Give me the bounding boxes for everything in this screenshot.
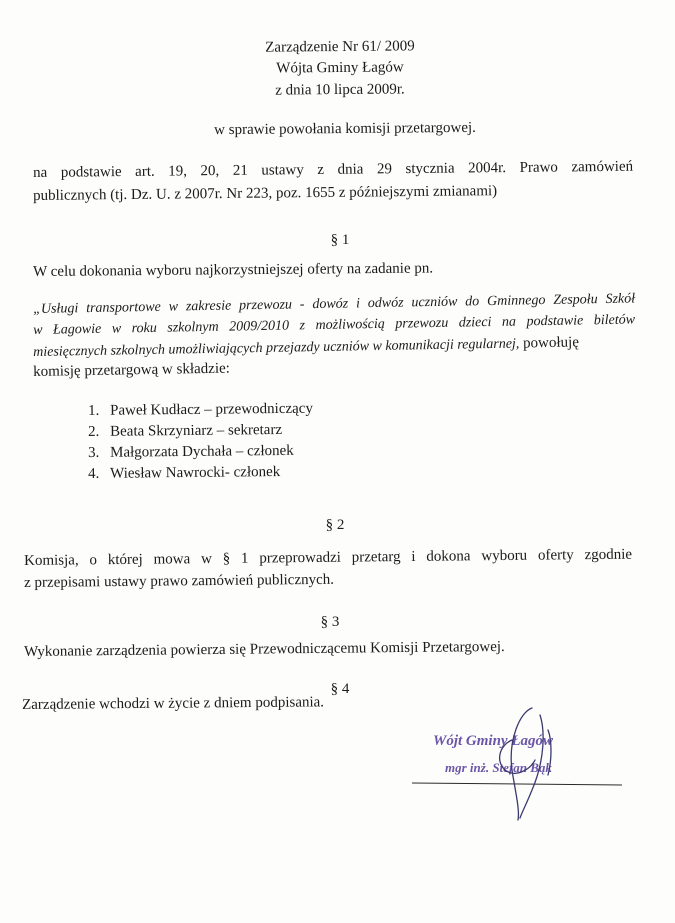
member-list-item: [88, 463, 280, 483]
member-name: Beata Skrzyniarz – sekretarz: [110, 421, 283, 440]
subject-line: w sprawie powołania komisji przetargowej.: [214, 119, 476, 139]
member-name: Wiesław Nawrocki- członek: [110, 463, 281, 482]
header-line-2: Wójta Gminy Łagów: [276, 59, 404, 77]
basis-line-2: publicznych (tj. Dz. U. z 2007r. Nr 223, poz. 1655 z późniejszymi zmianami): [33, 183, 498, 204]
header-line-3: z dnia 10 lipca 2009r.: [275, 81, 405, 99]
section-3-heading: § 3: [320, 614, 340, 630]
section-4-line-1: Zarządzenie wchodzi w życie z dniem podpisania.: [22, 694, 325, 713]
quote-line-2: w Łagowie w roku szkolnym 2009/2010 z możliwością przewozu dzieci na podstawie biletów: [33, 312, 636, 338]
basis-line-1: na podstawie art. 19, 20, 21 ustawy z dnia 29 stycznia 2004r. Prawo zamówień: [33, 158, 634, 181]
section-1-intro: W celu dokonania wyboru najkorzystniejszej oferty na zadanie pn.: [33, 260, 434, 280]
member-list-item: [88, 400, 313, 420]
member-name: Małgorzata Dychała – członek: [110, 442, 294, 461]
member-name: Paweł Kudłacz – przewodniczący: [110, 400, 313, 419]
section-1-heading: § 1: [330, 232, 350, 248]
signature-line: [412, 783, 622, 785]
quote-line-4: komisję przetargową w składzie:: [33, 360, 231, 380]
member-list-item: [88, 442, 294, 462]
section-3-line-1: Wykonanie zarządzenia powierza się Przewodniczącemu Komisji Przetargowej.: [24, 638, 505, 660]
section-2-line-1: Komisja, o której mowa w § 1 przeprowadzi przetarg i dokona wyboru oferty zgodnie: [24, 546, 633, 569]
stamp-name: mgr inż. Stefan Bąk: [445, 760, 552, 775]
member-number: 2.: [88, 423, 100, 440]
quote-line-3-italic: miesięcznych szkolnych umożliwiających przejazdy uczniów w komunikacji regularnej,: [33, 336, 520, 360]
member-list-item: [88, 421, 282, 441]
header-line-1: Zarządzenie Nr 61/ 2009: [265, 38, 415, 56]
quote-line-1: „Usługi transportowe w zakresie przewozu - dowóz i odwóz uczniów do Gminnego Zespołu Szkół: [33, 291, 636, 317]
stamp-title: Wójt Gminy Łagów: [433, 733, 554, 749]
section-2-heading: § 2: [325, 517, 345, 533]
section-2-line-2: z przepisami ustawy prawo zamówień publicznych.: [24, 571, 335, 591]
quote-line-3-tail: powołuję: [519, 334, 580, 352]
member-number: 3.: [88, 444, 100, 461]
member-number: 4.: [88, 465, 100, 482]
section-4-heading: § 4: [330, 681, 350, 697]
member-number: 1.: [88, 402, 100, 419]
